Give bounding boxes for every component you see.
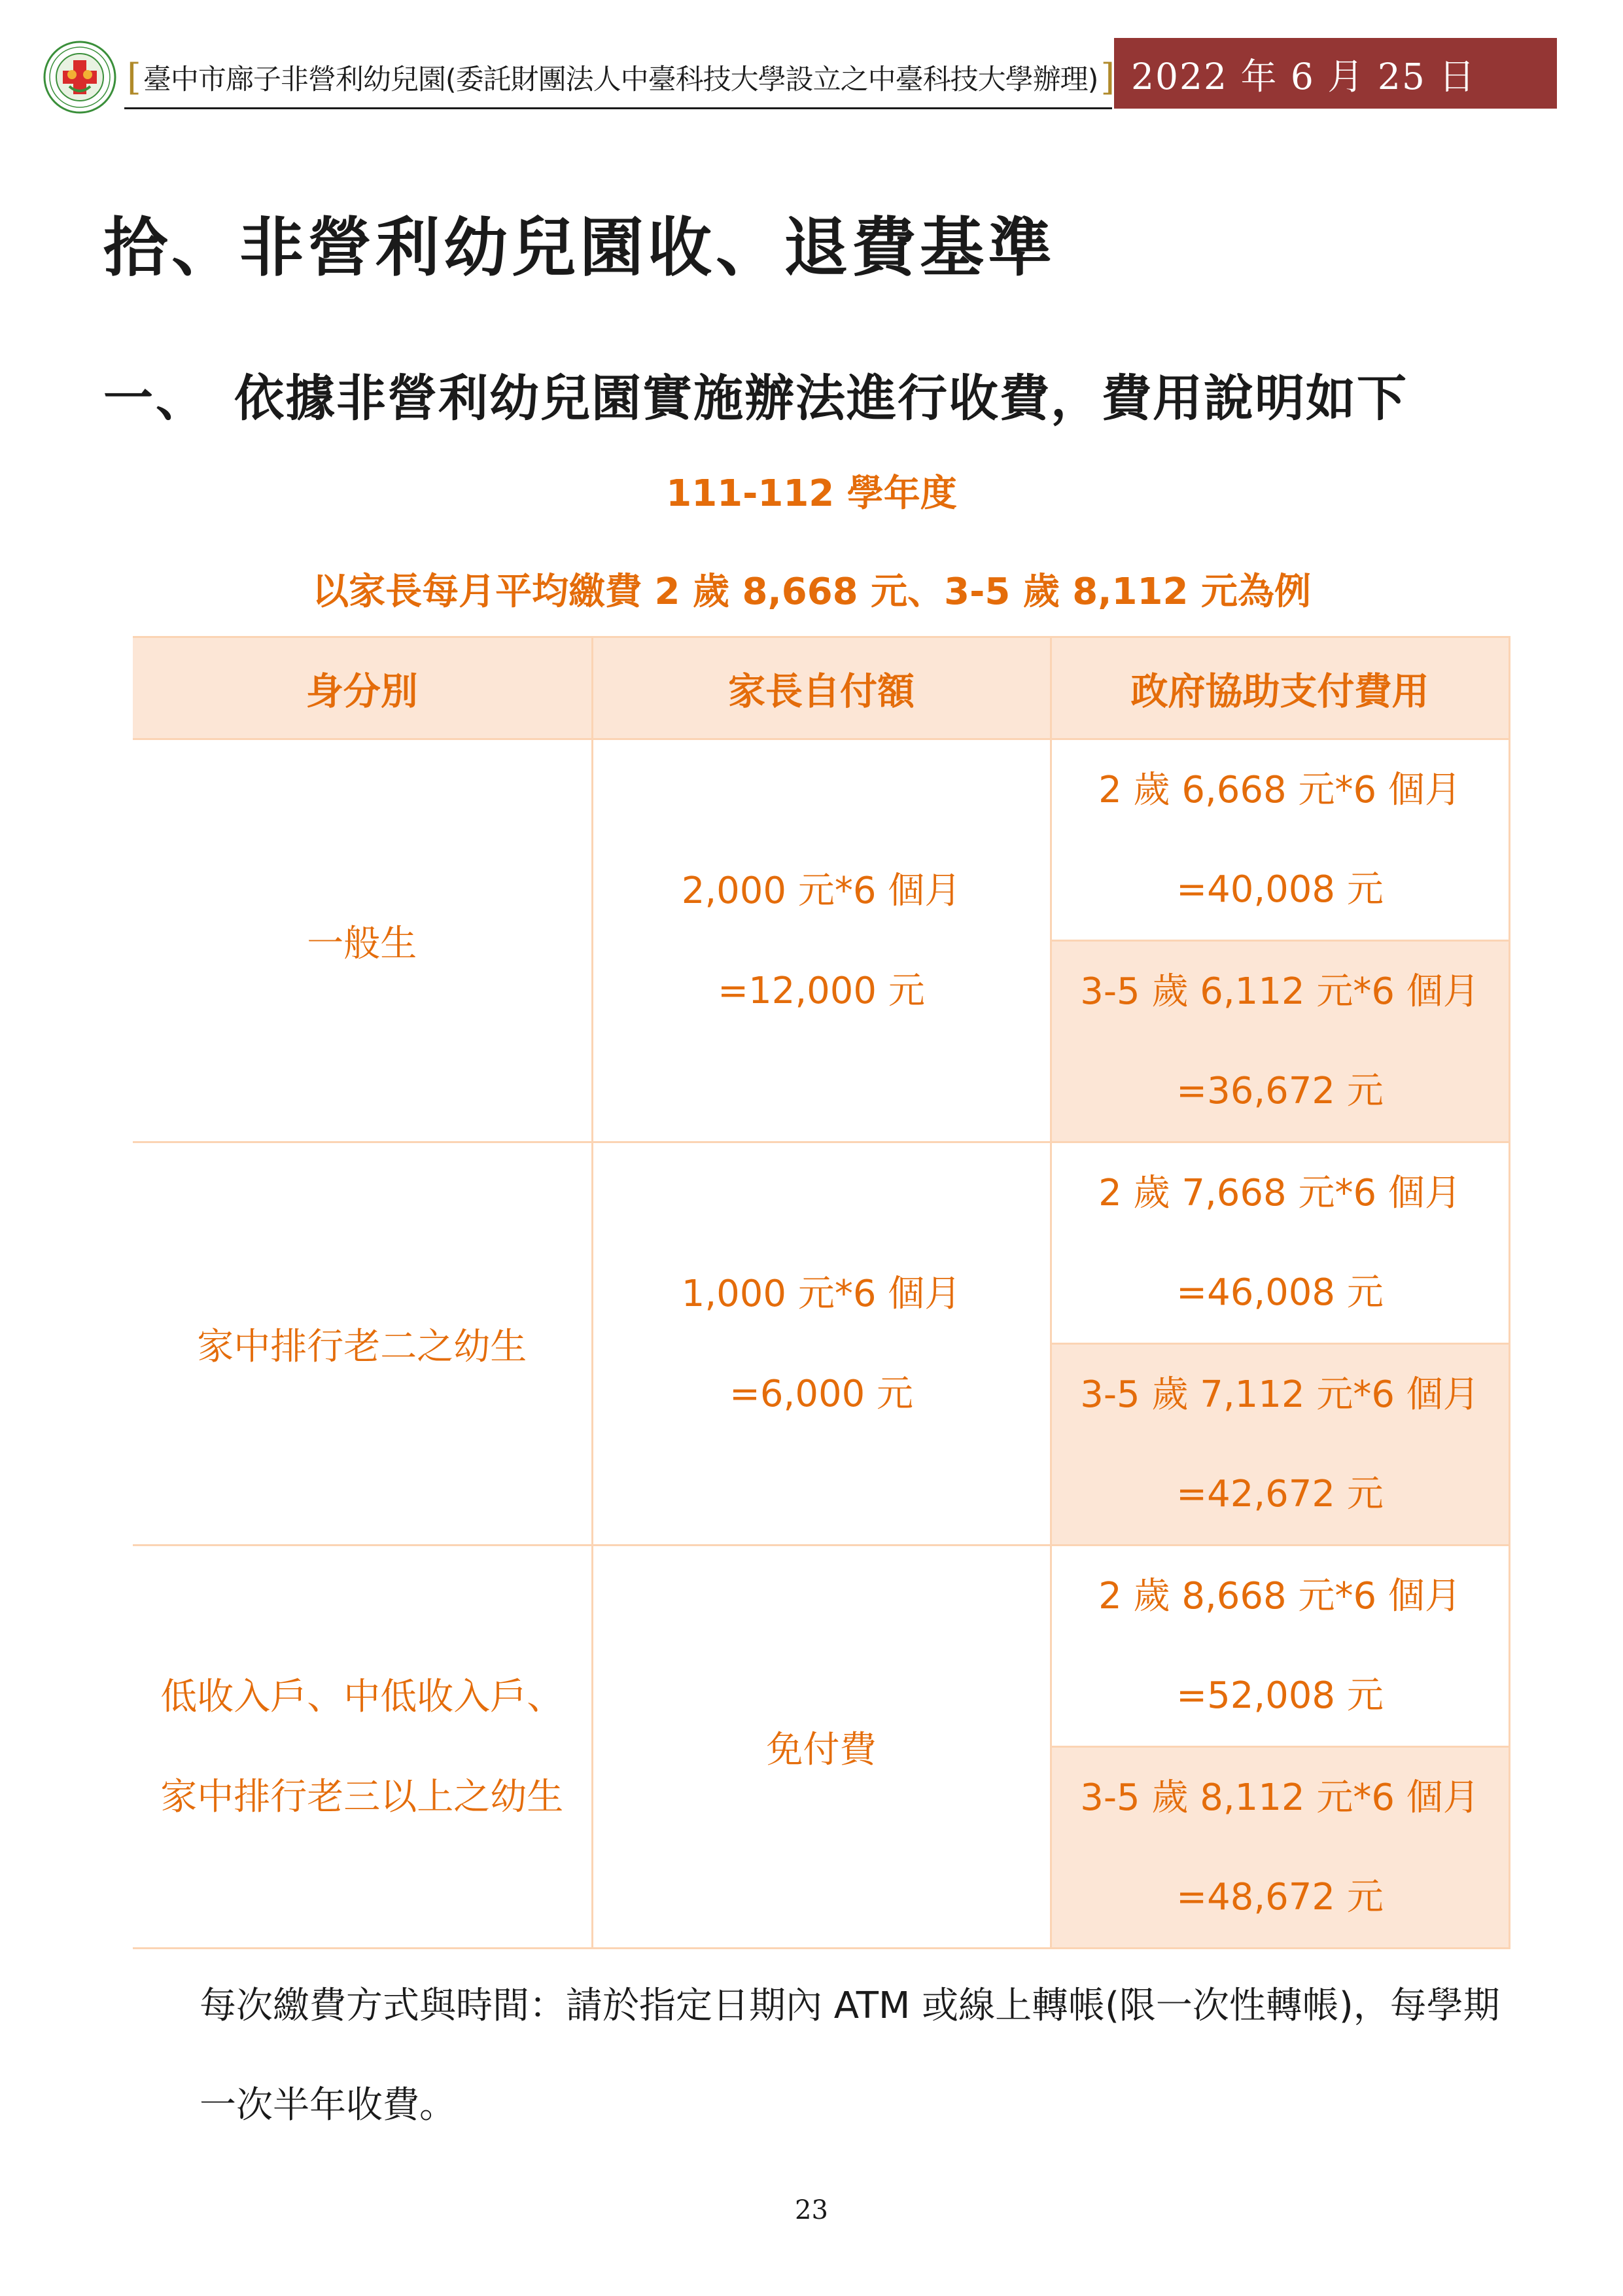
parent-pay-total: =6,000 元 bbox=[729, 1372, 914, 1415]
parent-pay-line: 2,000 元*6 個月 bbox=[681, 869, 962, 912]
gov-2yr-line: 2 歲 8,668 元*6 個月 bbox=[1098, 1574, 1461, 1617]
identity-text: 低收入戶、中低收入戶、 bbox=[160, 1675, 564, 1718]
identity-text: 家中排行老二之幼生 bbox=[197, 1325, 527, 1368]
gov-3to5-total: =36,672 元 bbox=[1176, 1069, 1384, 1112]
gov-3to5-cell bbox=[1051, 1344, 1509, 1545]
school-year-label: 111-112 學年度 bbox=[666, 472, 957, 515]
section-title: 拾、非營利幼兒園收、退費基準 bbox=[103, 211, 1056, 285]
gov-3to5-total: =48,672 元 bbox=[1176, 1875, 1384, 1918]
gov-2yr-line: 2 歲 6,668 元*6 個月 bbox=[1098, 768, 1461, 811]
table-row bbox=[133, 1142, 1509, 1344]
payment-note-line: 一次半年收費。 bbox=[200, 2084, 456, 2127]
gov-3to5-cell bbox=[1051, 941, 1509, 1142]
parent-pay-line: 1,000 元*6 個月 bbox=[681, 1272, 962, 1315]
gov-2yr-total: =46,008 元 bbox=[1176, 1271, 1384, 1314]
header-org-name: 臺中市廍子非營利幼兒園(委託財團法人中臺科技大學設立之中臺科技大學辦理) bbox=[143, 63, 1098, 96]
table-header-row bbox=[133, 637, 1509, 739]
parent-pay-cell bbox=[592, 1545, 1051, 1949]
gov-2yr-cell bbox=[1051, 1545, 1509, 1747]
subsection-number: 一、 bbox=[103, 369, 208, 427]
gov-3to5-line: 3-5 歲 6,112 元*6 個月 bbox=[1080, 970, 1480, 1013]
gov-3to5-total: =42,672 元 bbox=[1176, 1472, 1384, 1515]
gov-2yr-cell bbox=[1051, 1142, 1509, 1344]
parent-pay-cell bbox=[592, 1142, 1051, 1545]
gov-2yr-total: =40,008 元 bbox=[1176, 868, 1384, 911]
subsection-heading bbox=[103, 359, 1408, 430]
header-rule bbox=[124, 107, 1112, 109]
header-bracket-open: [ bbox=[127, 56, 141, 99]
parent-pay-cell bbox=[592, 739, 1051, 1142]
header-parent-pay: 家長自付額 bbox=[592, 637, 1051, 739]
parent-pay-line: 免付費 bbox=[766, 1728, 877, 1771]
header-org-line bbox=[124, 51, 1117, 103]
header-identity: 身分別 bbox=[133, 637, 592, 739]
gov-2yr-line: 2 歲 7,668 元*6 個月 bbox=[1098, 1171, 1461, 1214]
table-row bbox=[133, 739, 1509, 941]
identity-text: 家中排行老三以上之幼生 bbox=[160, 1775, 564, 1818]
page-number: 23 bbox=[795, 2195, 828, 2225]
payment-note bbox=[200, 1956, 1560, 2155]
identity-cell bbox=[133, 1142, 592, 1545]
identity-cell bbox=[133, 1545, 592, 1949]
table-row bbox=[133, 1545, 1509, 1747]
header-date: 2022 年 6 月 25 日 bbox=[1114, 38, 1557, 109]
gov-3to5-line: 3-5 歲 7,112 元*6 個月 bbox=[1080, 1373, 1480, 1416]
payment-note-line: 每次繳費方式與時間：請於指定日期內 ATM 或線上轉帳(限一次性轉帳)，每學期 bbox=[200, 1985, 1500, 2027]
gov-3to5-cell bbox=[1051, 1747, 1509, 1949]
parent-pay-total: =12,000 元 bbox=[718, 969, 925, 1012]
subsection-title: 依據非營利幼兒園實施辦法進行收費，費用說明如下 bbox=[234, 369, 1408, 427]
identity-cell bbox=[133, 739, 592, 1142]
fee-table bbox=[133, 636, 1510, 1949]
gov-3to5-line: 3-5 歲 8,112 元*6 個月 bbox=[1080, 1776, 1480, 1819]
kindergarten-logo bbox=[43, 41, 116, 114]
header-gov-pay: 政府協助支付費用 bbox=[1051, 637, 1509, 739]
header-bracket-close: ] bbox=[1100, 56, 1115, 99]
gov-2yr-cell bbox=[1051, 739, 1509, 941]
example-label: 以家長每月平均繳費 2 歲 8,668 元、3-5 歲 8,112 元為例 bbox=[312, 571, 1311, 613]
identity-text: 一般生 bbox=[307, 922, 417, 965]
gov-2yr-total: =52,008 元 bbox=[1176, 1674, 1384, 1717]
